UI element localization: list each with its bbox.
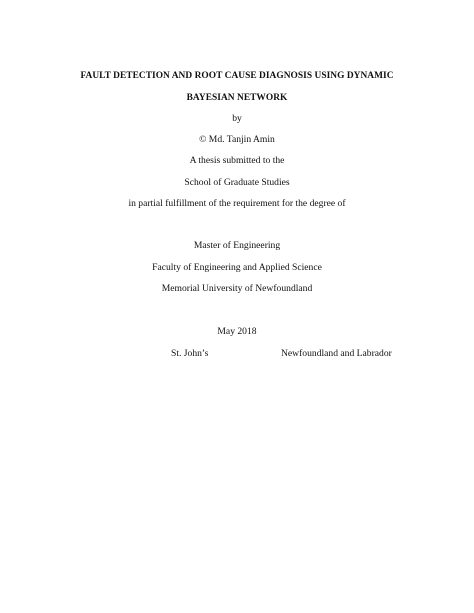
thesis-title-line-2: BAYESIAN NETWORK — [186, 93, 288, 103]
author-name: © Md. Tanjin Amin — [199, 134, 275, 145]
degree-name: Master of Engineering — [193, 240, 281, 251]
city-name: St. John’s — [171, 348, 209, 359]
thesis-title-line-1: FAULT DETECTION AND ROOT CAUSE DIAGNOSIS USING DYNAMIC — [80, 71, 394, 81]
school-name: School of Graduate Studies — [184, 177, 290, 188]
submission-statement: A thesis submitted to the — [189, 155, 285, 166]
faculty-name: Faculty of Engineering and Applied Science — [152, 262, 322, 273]
university-name: Memorial University of Newfoundland — [161, 283, 313, 294]
province-name: Newfoundland and Labrador — [281, 348, 392, 359]
fulfillment-statement: in partial fulfillment of the requirement for the degree of — [128, 198, 346, 209]
submission-date: May 2018 — [217, 326, 257, 337]
by-text: by — [232, 113, 242, 124]
